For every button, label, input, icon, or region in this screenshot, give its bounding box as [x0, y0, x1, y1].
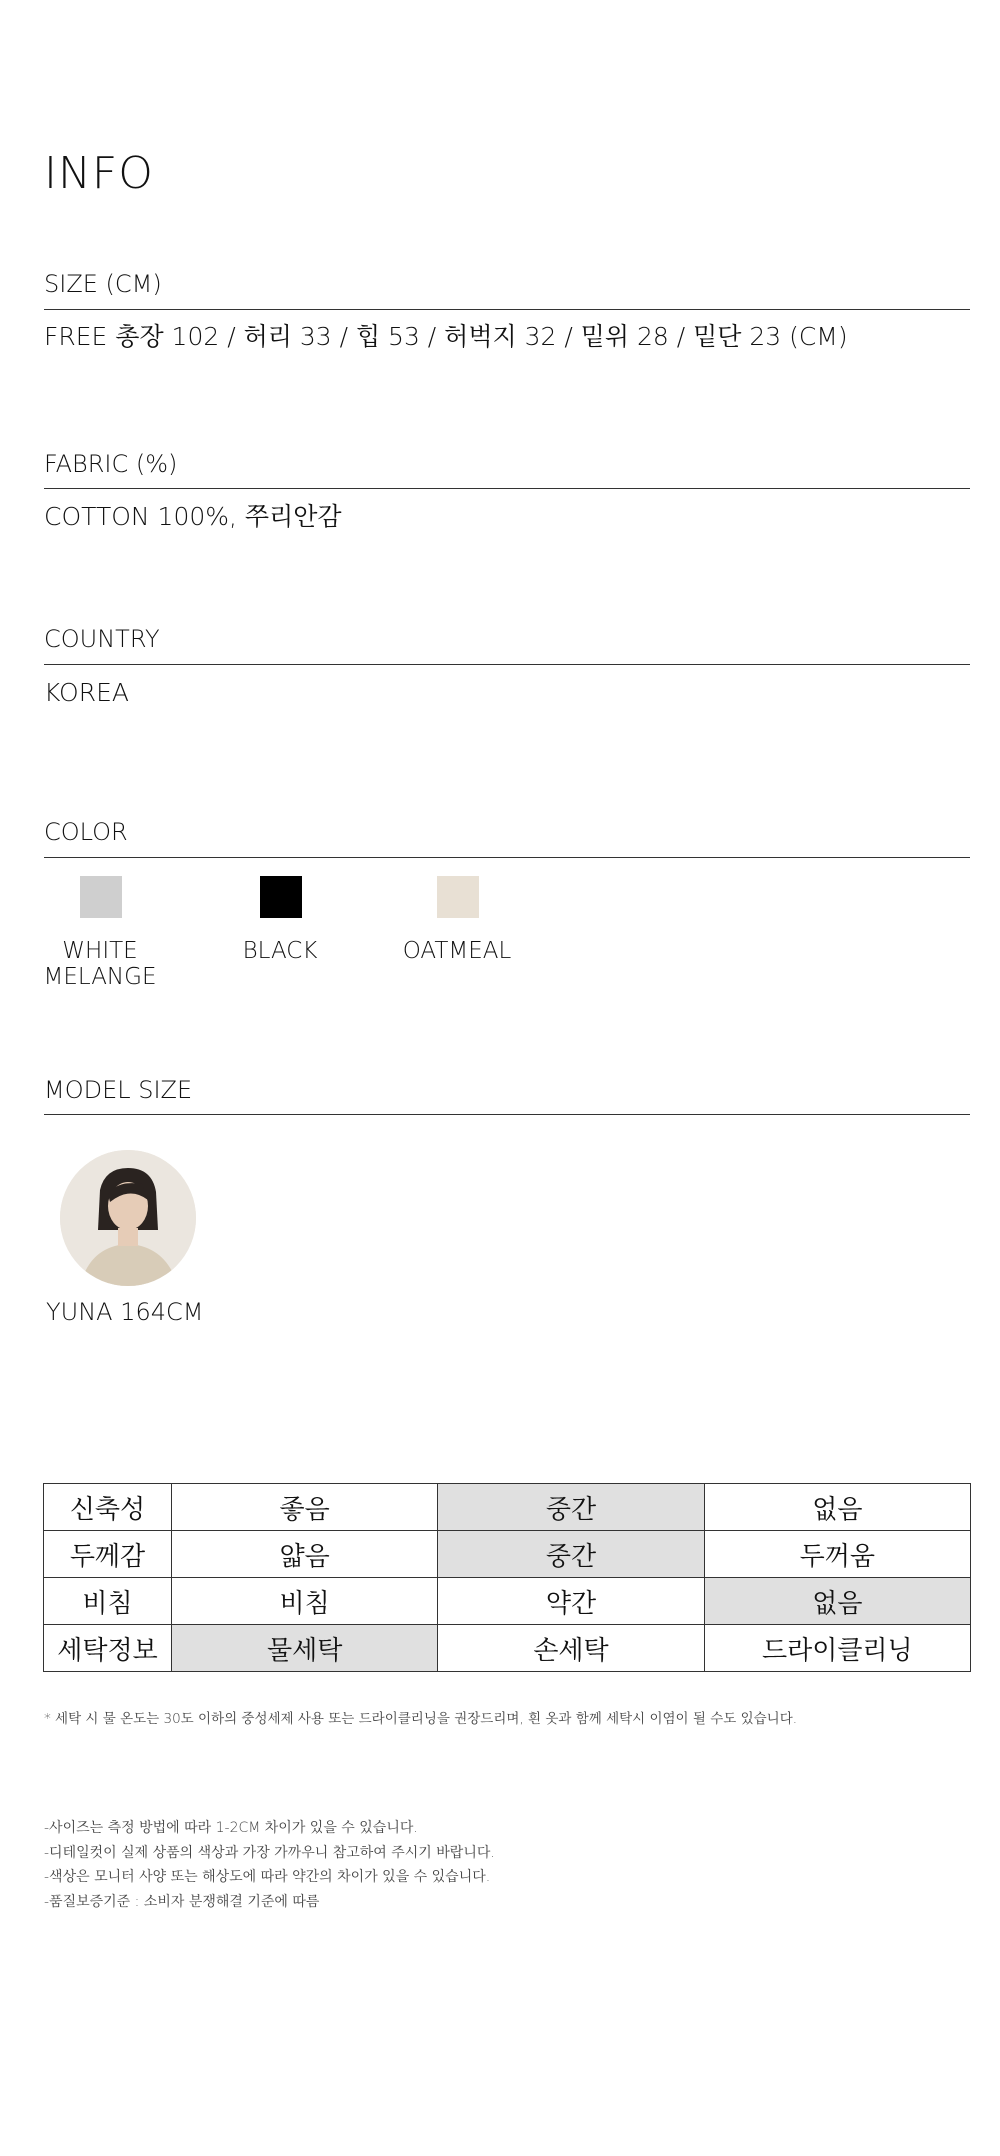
table-cell: 손세탁 — [438, 1625, 704, 1672]
table-cell: 두꺼움 — [704, 1531, 970, 1578]
table-row — [44, 1531, 971, 1578]
color-swatch-oatmeal — [437, 876, 479, 918]
table-cell: 비침 — [172, 1578, 438, 1625]
model-name: YUNA 164CM — [46, 1298, 204, 1326]
notice-line: -사이즈는 측정 방법에 따라 1-2CM 차이가 있을 수 있습니다. — [44, 1820, 418, 1836]
table-cell: 약간 — [438, 1578, 704, 1625]
color-label-line2: MELANGE — [43, 964, 157, 990]
color-label: WHITE — [62, 938, 138, 964]
notice-line: -색상은 모니터 사양 또는 해상도에 따라 약간의 차이가 있을 수 있습니다. — [44, 1869, 491, 1885]
fabric-value: COTTON 100%, 쭈리안감 — [44, 502, 342, 531]
fabric-divider — [44, 488, 970, 489]
notice-line: -품질보증기준 : 소비자 분쟁해결 기준에 따름 — [44, 1894, 320, 1910]
country-divider — [44, 664, 970, 665]
table-cell: 좋음 — [172, 1484, 438, 1531]
color-swatch-white-melange — [80, 876, 122, 918]
size-value: FREE 총장 102 / 허리 33 / 힙 53 / 허벅지 32 / 밑위 28 / 밑단 23 (CM) — [44, 322, 848, 351]
model-heading: MODEL SIZE — [44, 1076, 193, 1104]
row-label: 신축성 — [44, 1484, 172, 1531]
notice-line: -디테일컷이 실제 상품의 색상과 가장 가까우니 참고하여 주시기 바랍니다. — [44, 1845, 495, 1861]
color-label: BLACK — [242, 938, 318, 964]
table-cell: 없음 — [704, 1484, 970, 1531]
table-row — [44, 1578, 971, 1625]
table-cell-selected: 중간 — [438, 1531, 704, 1578]
row-label: 세탁정보 — [44, 1625, 172, 1672]
color-heading: COLOR — [44, 818, 128, 846]
model-divider — [44, 1114, 970, 1115]
size-heading: SIZE (CM) — [44, 270, 162, 298]
country-value: KOREA — [44, 678, 129, 707]
table-cell: 얇음 — [172, 1531, 438, 1578]
row-label: 비침 — [44, 1578, 172, 1625]
table-cell-selected: 중간 — [438, 1484, 704, 1531]
table-row — [44, 1484, 971, 1531]
table-cell-selected: 없음 — [704, 1578, 970, 1625]
model-photo-icon — [60, 1150, 196, 1286]
table-cell-selected: 물세탁 — [172, 1625, 438, 1672]
country-heading: COUNTRY — [44, 625, 160, 653]
table-row — [44, 1625, 971, 1672]
color-label: OATMEAL — [402, 938, 512, 964]
page-title: INFO — [44, 148, 154, 199]
color-divider — [44, 857, 970, 858]
model-avatar — [60, 1150, 196, 1286]
table-cell: 드라이클리닝 — [704, 1625, 970, 1672]
wash-note: * 세탁 시 물 온도는 30도 이하의 중성세제 사용 또는 드라이클리닝을 권장드리며, 흰 옷과 함께 세탁시 이염이 될 수도 있습니다. — [44, 1711, 798, 1727]
color-swatch-black — [260, 876, 302, 918]
care-table — [43, 1483, 971, 1672]
fabric-heading: FABRIC (%) — [44, 450, 178, 478]
row-label: 두께감 — [44, 1531, 172, 1578]
size-divider — [44, 309, 970, 310]
